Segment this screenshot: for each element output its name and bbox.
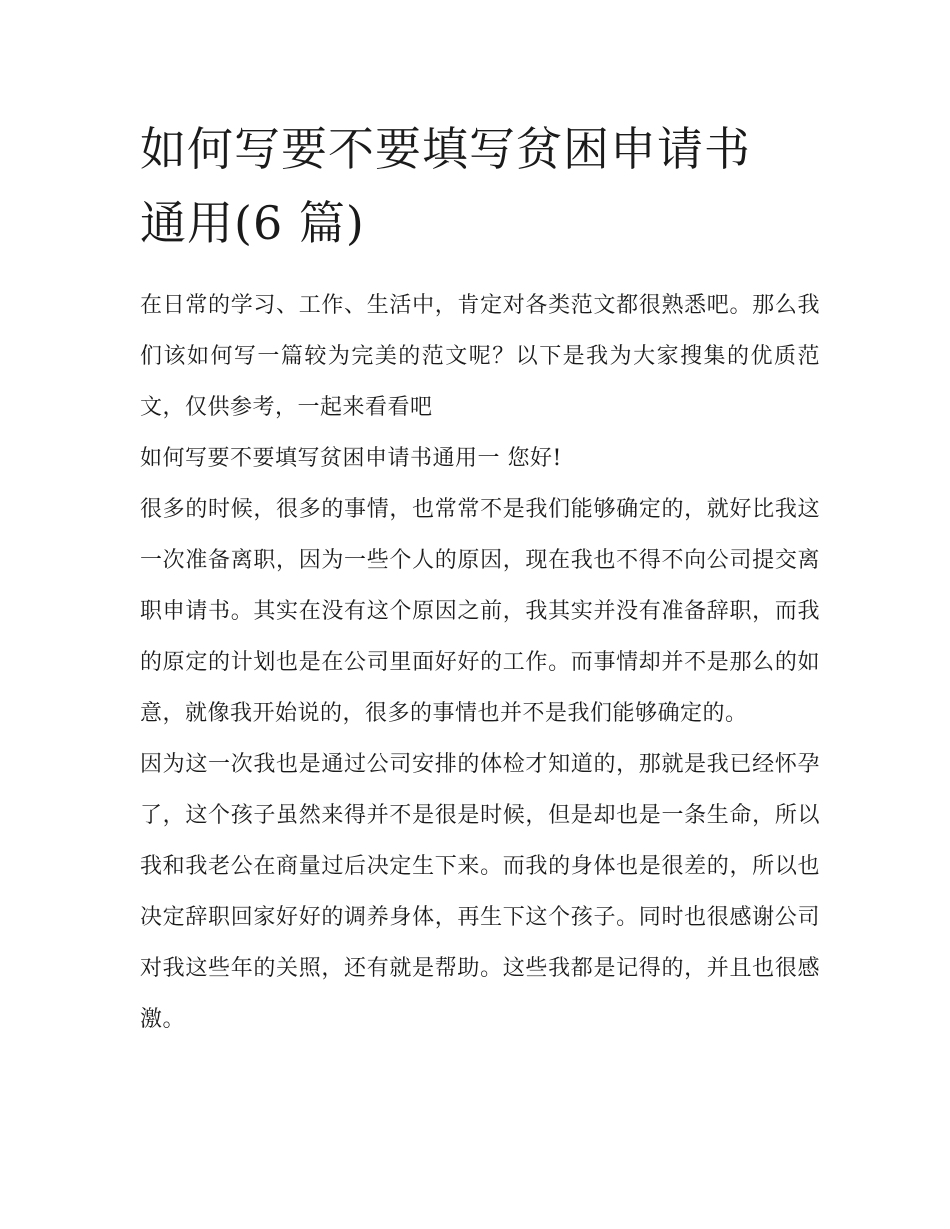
- body-paragraph-1: 很多的时候，很多的事情，也常常不是我们能够确定的，就好比我这一次准备离职，因为一些个人的原因，现在我也不得不向公司提交离职申请书。其实在没有这个原因之前，我其实并没有准备辞职，而我的原定的计划也是在公司里面好好的工作。而事情却并不是那么的如意，就像我开始说的，很多的事情也并不是我们能够确定的。: [140, 497, 820, 726]
- intro-paragraph: 在日常的学习、工作、生活中，肯定对各类范文都很熟悉吧。那么我们该如何写一篇较为完美的范文呢？以下是我为大家搜集的优质范文，仅供参考，一起来看看吧: [140, 293, 820, 420]
- title-line-1: 如何写要不要填写贫困申请书: [140, 122, 751, 176]
- title-line-2: 通用(6 篇): [140, 196, 365, 250]
- document-body: [140, 280, 820, 1045]
- body-paragraph-2: 因为这一次我也是通过公司安排的体检才知道的，那就是我已经怀孕了，这个孩子虽然来得并不是很是时候，但是却也是一条生命，所以我和我老公在商量过后决定生下来。而我的身体也是很差的，所以也决定辞职回家好好的调养身体，再生下这个孩子。同时也很感谢公司对我这些年的关照，还有就是帮助。这些我都是记得的，并且也很感激。: [140, 752, 820, 1032]
- document-content: [140, 112, 820, 1045]
- section-heading-paragraph: 如何写要不要填写贫困申请书通用一 您好!: [140, 446, 562, 471]
- document-title: [140, 112, 820, 260]
